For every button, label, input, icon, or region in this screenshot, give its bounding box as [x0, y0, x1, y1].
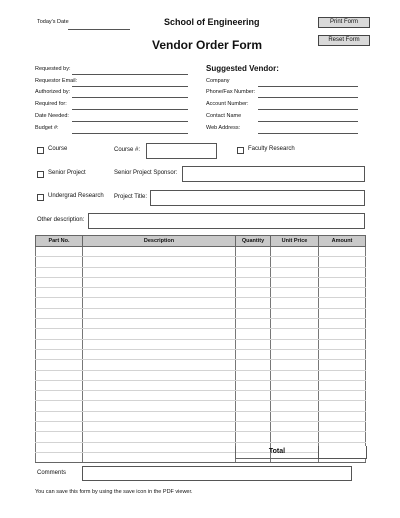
reset-form-button[interactable]: Reset Form [318, 35, 370, 46]
amount-cell[interactable] [319, 319, 366, 329]
part-no-cell[interactable] [36, 298, 83, 308]
description-cell[interactable] [83, 257, 236, 267]
table-row [36, 360, 366, 370]
amount-cell[interactable] [319, 380, 366, 390]
column-header-quantity: Quantity [236, 236, 271, 247]
amount-cell[interactable] [319, 308, 366, 318]
unit-price-cell[interactable] [271, 319, 319, 329]
part-no-cell[interactable] [36, 247, 83, 257]
amount-cell[interactable] [319, 349, 366, 359]
amount-cell[interactable] [319, 247, 366, 257]
quantity-cell[interactable] [236, 319, 271, 329]
total-label: Total [235, 446, 319, 459]
description-cell[interactable] [83, 432, 236, 442]
quantity-cell[interactable] [236, 339, 271, 349]
contact-name-field[interactable] [258, 121, 358, 122]
description-cell[interactable] [83, 339, 236, 349]
table-row [36, 247, 366, 257]
table-row [36, 319, 366, 329]
quantity-cell[interactable] [236, 329, 271, 339]
total-amount-field[interactable] [318, 446, 367, 459]
description-cell[interactable] [83, 452, 236, 462]
part-no-cell[interactable] [36, 401, 83, 411]
unit-price-cell[interactable] [271, 267, 319, 277]
quantity-cell[interactable] [236, 257, 271, 267]
quantity-cell[interactable] [236, 247, 271, 257]
description-cell[interactable] [83, 277, 236, 287]
amount-cell[interactable] [319, 257, 366, 267]
column-header-part-no: Part No. [36, 236, 83, 247]
description-cell[interactable] [83, 401, 236, 411]
required-for-field[interactable] [72, 109, 188, 110]
undergrad-research-checkbox[interactable] [37, 194, 44, 201]
requested-by-field[interactable] [72, 74, 188, 75]
description-cell[interactable] [83, 380, 236, 390]
print-form-button[interactable]: Print Form [318, 17, 370, 28]
form-title: Vendor Order Form [152, 38, 263, 52]
amount-cell[interactable] [319, 329, 366, 339]
column-header-unit-price: Unit Price [271, 236, 319, 247]
part-no-cell[interactable] [36, 411, 83, 421]
amount-cell[interactable] [319, 432, 366, 442]
course-checkbox[interactable] [37, 147, 44, 154]
quantity-cell[interactable] [236, 267, 271, 277]
suggested-vendor-heading: Suggested Vendor: [206, 64, 279, 73]
other-description-input[interactable] [88, 213, 365, 229]
part-no-cell[interactable] [36, 267, 83, 277]
authorized-by-label: Authorized by: [35, 89, 71, 95]
quantity-cell[interactable] [236, 298, 271, 308]
table-row [36, 432, 366, 442]
part-no-cell[interactable] [36, 277, 83, 287]
part-no-cell[interactable] [36, 288, 83, 298]
description-cell[interactable] [83, 319, 236, 329]
other-description-label: Other description: [37, 217, 85, 223]
part-no-cell[interactable] [36, 452, 83, 462]
unit-price-cell[interactable] [271, 329, 319, 339]
senior-project-checkbox[interactable] [37, 171, 44, 178]
quantity-cell[interactable] [236, 308, 271, 318]
part-no-cell[interactable] [36, 391, 83, 401]
unit-price-cell[interactable] [271, 380, 319, 390]
comments-input[interactable] [82, 466, 352, 481]
description-cell[interactable] [83, 442, 236, 452]
table-row [36, 288, 366, 298]
quantity-cell[interactable] [236, 432, 271, 442]
table-row [36, 308, 366, 318]
unit-price-cell[interactable] [271, 339, 319, 349]
quantity-cell[interactable] [236, 370, 271, 380]
todays-date-field[interactable] [68, 29, 130, 30]
table-row [36, 267, 366, 277]
part-no-cell[interactable] [36, 308, 83, 318]
unit-price-cell[interactable] [271, 349, 319, 359]
part-no-cell[interactable] [36, 339, 83, 349]
phone-fax-label: Phone/Fax Number: [206, 89, 256, 95]
amount-cell[interactable] [319, 277, 366, 287]
unit-price-cell[interactable] [271, 298, 319, 308]
part-no-cell[interactable] [36, 422, 83, 432]
web-address-field[interactable] [258, 133, 358, 134]
table-row [36, 298, 366, 308]
table-row [36, 422, 366, 432]
unit-price-cell[interactable] [271, 391, 319, 401]
unit-price-cell[interactable] [271, 277, 319, 287]
column-header-description: Description [83, 236, 236, 247]
description-cell[interactable] [83, 298, 236, 308]
column-header-amount: Amount [319, 236, 366, 247]
table-row [36, 349, 366, 359]
description-cell[interactable] [83, 391, 236, 401]
course-number-label: Course #: [114, 147, 141, 153]
faculty-research-checkbox[interactable] [237, 147, 244, 154]
amount-cell[interactable] [319, 370, 366, 380]
table-row [36, 380, 366, 390]
school-name: School of Engineering [164, 17, 260, 27]
part-no-cell[interactable] [36, 370, 83, 380]
course-label: Course [48, 146, 68, 152]
undergrad-research-label: Undergrad Research [48, 193, 104, 199]
amount-cell[interactable] [319, 391, 366, 401]
authorized-by-field[interactable] [72, 97, 188, 98]
project-title-input[interactable] [150, 190, 365, 206]
table-row [36, 401, 366, 411]
senior-project-sponsor-input[interactable] [182, 166, 365, 182]
unit-price-cell[interactable] [271, 422, 319, 432]
company-field[interactable] [258, 86, 358, 87]
date-needed-label: Date Needed: [35, 113, 69, 119]
part-no-cell[interactable] [36, 319, 83, 329]
senior-project-sponsor-label: Senior Project Sponsor: [114, 170, 178, 176]
unit-price-cell[interactable] [271, 401, 319, 411]
account-number-label: Account Number: [206, 101, 249, 107]
table-row [36, 329, 366, 339]
quantity-cell[interactable] [236, 360, 271, 370]
comments-label: Comments [37, 470, 67, 476]
description-cell[interactable] [83, 349, 236, 359]
requestor-email-label: Requestor Email: [35, 78, 78, 84]
table-row [36, 411, 366, 421]
quantity-cell[interactable] [236, 349, 271, 359]
amount-cell[interactable] [319, 298, 366, 308]
description-cell[interactable] [83, 370, 236, 380]
table-row [36, 257, 366, 267]
date-needed-field[interactable] [72, 121, 188, 122]
amount-cell[interactable] [319, 339, 366, 349]
table-row [36, 277, 366, 287]
description-cell[interactable] [83, 288, 236, 298]
part-no-cell[interactable] [36, 329, 83, 339]
phone-fax-field[interactable] [258, 97, 358, 98]
amount-cell[interactable] [319, 411, 366, 421]
save-note: You can save this form by using the save icon in the PDF viewer. [35, 489, 193, 495]
senior-project-label: Senior Project [48, 170, 86, 176]
unit-price-cell[interactable] [271, 360, 319, 370]
part-no-cell[interactable] [36, 360, 83, 370]
project-title-label: Project Title: [114, 194, 148, 200]
description-cell[interactable] [83, 247, 236, 257]
amount-cell[interactable] [319, 360, 366, 370]
unit-price-cell[interactable] [271, 288, 319, 298]
faculty-research-label: Faculty Research [248, 146, 295, 152]
description-cell[interactable] [83, 329, 236, 339]
quantity-cell[interactable] [236, 411, 271, 421]
description-cell[interactable] [83, 308, 236, 318]
requestor-email-field[interactable] [72, 86, 188, 87]
part-no-cell[interactable] [36, 442, 83, 452]
todays-date-label: Today's Date [37, 19, 69, 25]
unit-price-cell[interactable] [271, 432, 319, 442]
web-address-label: Web Address: [206, 125, 241, 131]
quantity-cell[interactable] [236, 422, 271, 432]
table-row [36, 339, 366, 349]
account-number-field[interactable] [258, 109, 358, 110]
items-table [35, 235, 366, 463]
quantity-cell[interactable] [236, 391, 271, 401]
quantity-cell[interactable] [236, 401, 271, 411]
requested-by-label: Requested by: [35, 66, 71, 72]
table-row [36, 391, 366, 401]
unit-price-cell[interactable] [271, 247, 319, 257]
company-label: Company [206, 78, 230, 84]
quantity-cell[interactable] [236, 288, 271, 298]
part-no-cell[interactable] [36, 257, 83, 267]
part-no-cell[interactable] [36, 432, 83, 442]
table-row [36, 370, 366, 380]
amount-cell[interactable] [319, 422, 366, 432]
quantity-cell[interactable] [236, 277, 271, 287]
description-cell[interactable] [83, 267, 236, 277]
description-cell[interactable] [83, 360, 236, 370]
course-number-input[interactable] [146, 143, 217, 159]
quantity-cell[interactable] [236, 380, 271, 390]
amount-cell[interactable] [319, 267, 366, 277]
amount-cell[interactable] [319, 288, 366, 298]
part-no-cell[interactable] [36, 380, 83, 390]
part-no-cell[interactable] [36, 349, 83, 359]
unit-price-cell[interactable] [271, 411, 319, 421]
contact-name-label: Contact Name [206, 113, 242, 119]
required-for-label: Required for: [35, 101, 67, 107]
unit-price-cell[interactable] [271, 370, 319, 380]
description-cell[interactable] [83, 411, 236, 421]
amount-cell[interactable] [319, 401, 366, 411]
budget-field[interactable] [72, 133, 188, 134]
unit-price-cell[interactable] [271, 257, 319, 267]
budget-label: Budget #: [35, 125, 59, 131]
unit-price-cell[interactable] [271, 308, 319, 318]
description-cell[interactable] [83, 422, 236, 432]
